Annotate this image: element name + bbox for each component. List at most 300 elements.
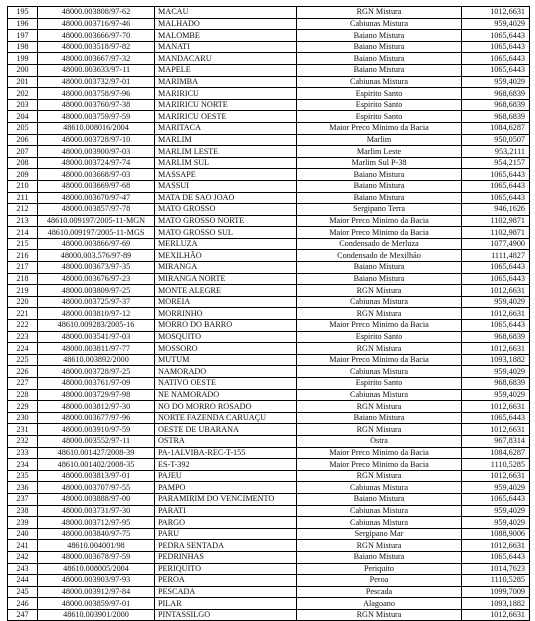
row-number-cell: 233 bbox=[8, 447, 38, 459]
process-number-cell: 48000.003900/97-03 bbox=[38, 146, 155, 158]
oil-type-cell: Baiano Mistura bbox=[297, 41, 462, 53]
table-row bbox=[8, 146, 530, 158]
field-name-cell: MALHADO bbox=[155, 18, 297, 30]
field-name-cell: MARLIM bbox=[155, 134, 297, 146]
process-number-cell: 48000.003667/97-32 bbox=[38, 53, 155, 65]
field-name-cell: MONTE ALEGRE bbox=[155, 285, 297, 297]
table-row bbox=[8, 99, 530, 111]
field-name-cell: MALOMBE bbox=[155, 30, 297, 42]
row-number-cell: 199 bbox=[8, 53, 38, 65]
process-number-cell: 48610.008005/2004 bbox=[38, 563, 155, 575]
field-name-cell: PILAR bbox=[155, 598, 297, 610]
row-number-cell: 201 bbox=[8, 76, 38, 88]
price-value-cell: 959,4029 bbox=[462, 296, 530, 308]
field-name-cell: NORTE FAZENDA CARUAÇU bbox=[155, 412, 297, 424]
process-number-cell: 48000.003759/97-59 bbox=[38, 111, 155, 123]
table-row bbox=[8, 88, 530, 100]
field-name-cell: MATA DE SAO JOAO bbox=[155, 192, 297, 204]
oil-type-cell: Baiano Mistura bbox=[297, 192, 462, 204]
table-row bbox=[8, 366, 530, 378]
price-value-cell: 1065,6443 bbox=[462, 180, 530, 192]
field-name-cell: MARIMBA bbox=[155, 76, 297, 88]
row-number-cell: 204 bbox=[8, 111, 38, 123]
oil-type-cell: Maior Preco Minimo da Bacia bbox=[297, 354, 462, 366]
row-number-cell: 211 bbox=[8, 192, 38, 204]
table-row bbox=[8, 378, 530, 390]
process-number-cell: 48000.003731/97-30 bbox=[38, 505, 155, 517]
table-row bbox=[8, 447, 530, 459]
process-number-cell: 48000.003729/97-98 bbox=[38, 389, 155, 401]
oil-type-cell: Condensado de Mexilhão bbox=[297, 250, 462, 262]
field-name-cell: MERLUZA bbox=[155, 238, 297, 250]
row-number-cell: 216 bbox=[8, 250, 38, 262]
process-number-cell: 48000.003888/97-00 bbox=[38, 493, 155, 505]
row-number-cell: 219 bbox=[8, 285, 38, 297]
field-name-cell: MASSAPE bbox=[155, 169, 297, 181]
table-row bbox=[8, 517, 530, 529]
process-number-cell: 48000.003808/97-62 bbox=[38, 7, 155, 19]
table-row bbox=[8, 493, 530, 505]
row-number-cell: 239 bbox=[8, 517, 38, 529]
process-number-cell: 48000.003910/97-59 bbox=[38, 424, 155, 436]
table-row bbox=[8, 169, 530, 181]
process-number-cell: 48000.003677/97-96 bbox=[38, 412, 155, 424]
oil-type-cell: Espirito Santo bbox=[297, 99, 462, 111]
oil-type-cell: Cabiunas Mistura bbox=[297, 366, 462, 378]
table-row bbox=[8, 609, 530, 621]
field-name-cell: MARIRICU bbox=[155, 88, 297, 100]
row-number-cell: 195 bbox=[8, 7, 38, 19]
table-row bbox=[8, 563, 530, 575]
row-number-cell: 217 bbox=[8, 262, 38, 274]
field-name-cell: PA-1ALVIBA-REC-T-155 bbox=[155, 447, 297, 459]
price-value-cell: 1012,6631 bbox=[462, 343, 530, 355]
row-number-cell: 196 bbox=[8, 18, 38, 30]
field-name-cell: MACAU bbox=[155, 7, 297, 19]
table-row bbox=[8, 111, 530, 123]
table-row bbox=[8, 53, 530, 65]
price-value-cell: 959,4029 bbox=[462, 76, 530, 88]
process-number-cell: 48000.003840/97-75 bbox=[38, 528, 155, 540]
field-name-cell: ES-T-392 bbox=[155, 459, 297, 471]
field-name-cell: PESCADA bbox=[155, 586, 297, 598]
oil-type-cell: Baiano Mistura bbox=[297, 30, 462, 42]
field-name-cell: OESTE DE UBARANA bbox=[155, 424, 297, 436]
process-number-cell: 48000.003724/97-74 bbox=[38, 157, 155, 169]
table-row bbox=[8, 122, 530, 134]
oil-type-cell: Espirito Santo bbox=[297, 378, 462, 390]
oil-type-cell: Sergipano Mar bbox=[297, 528, 462, 540]
oil-type-cell: Baiano Mistura bbox=[297, 551, 462, 563]
oil-type-cell: Espirito Santo bbox=[297, 88, 462, 100]
field-name-cell: PEDRINHAS bbox=[155, 551, 297, 563]
oil-type-cell: Periquito bbox=[297, 563, 462, 575]
oil-type-cell: Baiano Mistura bbox=[297, 180, 462, 192]
oil-type-cell: Baiano Mistura bbox=[297, 53, 462, 65]
table-row bbox=[8, 285, 530, 297]
process-number-cell: 48000.003809/97-25 bbox=[38, 285, 155, 297]
field-name-cell: PINTASSILGO bbox=[155, 609, 297, 621]
process-number-cell: 48610.009197/2005-11-MGN bbox=[38, 215, 155, 227]
table-row bbox=[8, 157, 530, 169]
process-number-cell: 48000.003666/97-70 bbox=[38, 30, 155, 42]
row-number-cell: 198 bbox=[8, 41, 38, 53]
oil-type-cell: Cabiunas Mistura bbox=[297, 482, 462, 494]
oil-type-cell: RGN Mistura bbox=[297, 7, 462, 19]
oil-type-cell: Maior Preco Minimo da Bacia bbox=[297, 447, 462, 459]
row-number-cell: 246 bbox=[8, 598, 38, 610]
table-row bbox=[8, 238, 530, 250]
price-value-cell: 1065,6443 bbox=[462, 192, 530, 204]
process-number-cell: 48000.003707/97-55 bbox=[38, 482, 155, 494]
oil-type-cell: Cabiunas Mistura bbox=[297, 505, 462, 517]
process-number-cell: 48000.003725/97-37 bbox=[38, 296, 155, 308]
row-number-cell: 238 bbox=[8, 505, 38, 517]
oil-type-cell: Marlim bbox=[297, 134, 462, 146]
price-value-cell: 1093,1882 bbox=[462, 598, 530, 610]
price-value-cell: 968,6839 bbox=[462, 331, 530, 343]
row-number-cell: 213 bbox=[8, 215, 38, 227]
process-number-cell: 48000.003760/97-38 bbox=[38, 99, 155, 111]
price-value-cell: 968,6839 bbox=[462, 378, 530, 390]
price-value-cell: 1012,6631 bbox=[462, 470, 530, 482]
row-number-cell: 245 bbox=[8, 586, 38, 598]
table-row bbox=[8, 424, 530, 436]
row-number-cell: 240 bbox=[8, 528, 38, 540]
process-number-cell: 48000.003673/97-35 bbox=[38, 262, 155, 274]
field-name-cell: MOSSORO bbox=[155, 343, 297, 355]
oil-type-cell: Maior Preco Minimo da Bacia bbox=[297, 459, 462, 471]
oil-type-cell: Baiano Mistura bbox=[297, 493, 462, 505]
table-row bbox=[8, 586, 530, 598]
field-name-cell: MIRANGA NORTE bbox=[155, 273, 297, 285]
row-number-cell: 200 bbox=[8, 64, 38, 76]
price-value-cell: 1065,6443 bbox=[462, 169, 530, 181]
oil-type-cell: Cabiunas Mistura bbox=[297, 517, 462, 529]
table-row bbox=[8, 459, 530, 471]
row-number-cell: 207 bbox=[8, 146, 38, 158]
price-value-cell: 953,2111 bbox=[462, 146, 530, 158]
price-value-cell: 1012,6631 bbox=[462, 308, 530, 320]
field-name-cell: MANATI bbox=[155, 41, 297, 53]
table-row bbox=[8, 250, 530, 262]
process-number-cell: 48000.003552/97-11 bbox=[38, 435, 155, 447]
price-value-cell: 950,0507 bbox=[462, 134, 530, 146]
price-value-cell: 959,4029 bbox=[462, 366, 530, 378]
row-number-cell: 241 bbox=[8, 540, 38, 552]
oil-type-cell: Maior Preco Minimo da Bacia bbox=[297, 320, 462, 332]
process-number-cell: 48000.003728/97-25 bbox=[38, 366, 155, 378]
price-value-cell: 1014,7623 bbox=[462, 563, 530, 575]
table-row bbox=[8, 192, 530, 204]
process-number-cell: 48610.008016/2004 bbox=[38, 122, 155, 134]
price-value-cell: 1012,6631 bbox=[462, 540, 530, 552]
process-number-cell: 48610.009283/2005-16 bbox=[38, 320, 155, 332]
process-number-cell: 48610.001427/2008-39 bbox=[38, 447, 155, 459]
row-number-cell: 243 bbox=[8, 563, 38, 575]
oil-type-cell: Condensado de Merluza bbox=[297, 238, 462, 250]
table-row bbox=[8, 401, 530, 413]
table-row bbox=[8, 308, 530, 320]
field-name-cell: MEXILHÃO bbox=[155, 250, 297, 262]
process-number-cell: 48000.003813/97-01 bbox=[38, 470, 155, 482]
field-name-cell: MOREIA bbox=[155, 296, 297, 308]
oil-type-cell: RGN Mistura bbox=[297, 540, 462, 552]
row-number-cell: 226 bbox=[8, 366, 38, 378]
price-value-cell: 954,2157 bbox=[462, 157, 530, 169]
process-number-cell: 48000.003670/97-47 bbox=[38, 192, 155, 204]
oil-type-cell: Cabiunas Mistura bbox=[297, 18, 462, 30]
oil-type-cell: Peroa bbox=[297, 575, 462, 587]
process-number-cell: 48610.009197/2005-11-MGS bbox=[38, 227, 155, 239]
process-number-cell: 48000.003633/97-11 bbox=[38, 64, 155, 76]
field-name-cell: MARIRICU OESTE bbox=[155, 111, 297, 123]
table-row bbox=[8, 482, 530, 494]
oil-type-cell: Marlim Leste bbox=[297, 146, 462, 158]
table-row bbox=[8, 470, 530, 482]
process-number-cell: 48000.003810/97-12 bbox=[38, 308, 155, 320]
row-number-cell: 232 bbox=[8, 435, 38, 447]
row-number-cell: 210 bbox=[8, 180, 38, 192]
price-value-cell: 967,8314 bbox=[462, 435, 530, 447]
row-number-cell: 223 bbox=[8, 331, 38, 343]
process-number-cell: 48000.003812/97-30 bbox=[38, 401, 155, 413]
row-number-cell: 225 bbox=[8, 354, 38, 366]
process-number-cell: 48000.003866/97-69 bbox=[38, 238, 155, 250]
table-row bbox=[8, 331, 530, 343]
row-number-cell: 212 bbox=[8, 204, 38, 216]
field-name-cell: MAPELE bbox=[155, 64, 297, 76]
field-name-cell: MARIRICU NORTE bbox=[155, 99, 297, 111]
table-row bbox=[8, 64, 530, 76]
oil-type-cell: Baiano Mistura bbox=[297, 412, 462, 424]
field-name-cell: MORRINHO bbox=[155, 308, 297, 320]
field-name-cell: PARAMIRIM DO VENCIMENTO bbox=[155, 493, 297, 505]
table-row bbox=[8, 528, 530, 540]
oil-type-cell: RGN Mistura bbox=[297, 609, 462, 621]
oil-type-cell: Maior Preco Minimo da Bacia bbox=[297, 227, 462, 239]
price-value-cell: 1065,6443 bbox=[462, 41, 530, 53]
process-number-cell: 48000.003903/97-93 bbox=[38, 575, 155, 587]
process-number-cell: 48000.003676/97-23 bbox=[38, 273, 155, 285]
document-page bbox=[7, 6, 529, 621]
oil-type-cell: Cabiunas Mistura bbox=[297, 296, 462, 308]
oil-field-price-table bbox=[7, 6, 530, 621]
field-name-cell: MATO GROSSO NORTE bbox=[155, 215, 297, 227]
field-name-cell: MARLIM LESTE bbox=[155, 146, 297, 158]
price-value-cell: 1088,9006 bbox=[462, 528, 530, 540]
price-value-cell: 968,6839 bbox=[462, 111, 530, 123]
field-name-cell: MORRO DO BARRO bbox=[155, 320, 297, 332]
row-number-cell: 228 bbox=[8, 389, 38, 401]
price-value-cell: 946,1626 bbox=[462, 204, 530, 216]
table-row bbox=[8, 296, 530, 308]
price-value-cell: 1077,4900 bbox=[462, 238, 530, 250]
process-number-cell: 48000.003811/97-77 bbox=[38, 343, 155, 355]
table-row bbox=[8, 18, 530, 30]
row-number-cell: 221 bbox=[8, 308, 38, 320]
price-value-cell: 1065,6443 bbox=[462, 320, 530, 332]
table-row bbox=[8, 354, 530, 366]
price-value-cell: 1084,6287 bbox=[462, 122, 530, 134]
oil-type-cell: RGN Mistura bbox=[297, 424, 462, 436]
price-value-cell: 1102,9871 bbox=[462, 215, 530, 227]
process-number-cell: 48000.003912/97-84 bbox=[38, 586, 155, 598]
row-number-cell: 197 bbox=[8, 30, 38, 42]
table-row bbox=[8, 227, 530, 239]
table-row bbox=[8, 435, 530, 447]
row-number-cell: 220 bbox=[8, 296, 38, 308]
price-value-cell: 1065,6443 bbox=[462, 30, 530, 42]
price-value-cell: 1012,6631 bbox=[462, 609, 530, 621]
row-number-cell: 205 bbox=[8, 122, 38, 134]
table-row bbox=[8, 204, 530, 216]
oil-type-cell: Baiano Mistura bbox=[297, 64, 462, 76]
table-row bbox=[8, 540, 530, 552]
field-name-cell: MASSUI bbox=[155, 180, 297, 192]
process-number-cell: 48000.003859/97-01 bbox=[38, 598, 155, 610]
oil-type-cell: Espirito Santo bbox=[297, 111, 462, 123]
row-number-cell: 208 bbox=[8, 157, 38, 169]
row-number-cell: 218 bbox=[8, 273, 38, 285]
row-number-cell: 203 bbox=[8, 99, 38, 111]
row-number-cell: 202 bbox=[8, 88, 38, 100]
price-value-cell: 1065,6443 bbox=[462, 551, 530, 563]
price-value-cell: 1012,6631 bbox=[462, 401, 530, 413]
price-value-cell: 1065,6443 bbox=[462, 273, 530, 285]
price-value-cell: 1110,5285 bbox=[462, 459, 530, 471]
price-value-cell: 1111,4827 bbox=[462, 250, 530, 262]
row-number-cell: 234 bbox=[8, 459, 38, 471]
process-number-cell: 48610.003892/2000 bbox=[38, 354, 155, 366]
table-row bbox=[8, 76, 530, 88]
field-name-cell: OSTRA bbox=[155, 435, 297, 447]
oil-type-cell: Baiano Mistura bbox=[297, 169, 462, 181]
row-number-cell: 227 bbox=[8, 378, 38, 390]
field-name-cell: NE NAMORADO bbox=[155, 389, 297, 401]
row-number-cell: 229 bbox=[8, 401, 38, 413]
price-value-cell: 1065,6443 bbox=[462, 412, 530, 424]
field-name-cell: MATO GROSSO bbox=[155, 204, 297, 216]
price-value-cell: 959,4029 bbox=[462, 389, 530, 401]
process-number-cell: 48000.003716/97-46 bbox=[38, 18, 155, 30]
oil-type-cell: Maior Preco Minimo da Bacia bbox=[297, 122, 462, 134]
oil-type-cell: Maior Preco Minimo da Bacia bbox=[297, 215, 462, 227]
price-value-cell: 1110,5285 bbox=[462, 575, 530, 587]
row-number-cell: 206 bbox=[8, 134, 38, 146]
process-number-cell: 48610.003901/2000 bbox=[38, 609, 155, 621]
table-row bbox=[8, 41, 530, 53]
table-row bbox=[8, 575, 530, 587]
process-number-cell: 48000.003758/97-96 bbox=[38, 88, 155, 100]
row-number-cell: 237 bbox=[8, 493, 38, 505]
price-value-cell: 1099,7009 bbox=[462, 586, 530, 598]
field-name-cell: PEDRA SENTADA bbox=[155, 540, 297, 552]
table-body bbox=[8, 7, 530, 621]
field-name-cell: PERIQUITO bbox=[155, 563, 297, 575]
oil-type-cell: RGN Mistura bbox=[297, 285, 462, 297]
oil-type-cell: Pescada bbox=[297, 586, 462, 598]
oil-type-cell: RGN Mistura bbox=[297, 401, 462, 413]
table-row bbox=[8, 551, 530, 563]
oil-type-cell: Cabiunas Mistura bbox=[297, 389, 462, 401]
price-value-cell: 1065,6443 bbox=[462, 262, 530, 274]
price-value-cell: 959,4029 bbox=[462, 482, 530, 494]
field-name-cell: PAJEU bbox=[155, 470, 297, 482]
field-name-cell: MATO GROSSO SUL bbox=[155, 227, 297, 239]
oil-type-cell: Alagoano bbox=[297, 598, 462, 610]
table-row bbox=[8, 262, 530, 274]
price-value-cell: 1012,6631 bbox=[462, 424, 530, 436]
field-name-cell: PEROA bbox=[155, 575, 297, 587]
field-name-cell: PAMPO bbox=[155, 482, 297, 494]
field-name-cell: MUTUM bbox=[155, 354, 297, 366]
row-number-cell: 230 bbox=[8, 412, 38, 424]
oil-type-cell: Cabiunas Mistura bbox=[297, 76, 462, 88]
process-number-cell: 48000.003541/97-03 bbox=[38, 331, 155, 343]
process-number-cell: 48000.003669/97-68 bbox=[38, 180, 155, 192]
field-name-cell: MANDACARU bbox=[155, 53, 297, 65]
field-name-cell: NAMORADO bbox=[155, 366, 297, 378]
oil-type-cell: RGN Mistura bbox=[297, 308, 462, 320]
row-number-cell: 244 bbox=[8, 575, 38, 587]
table-row bbox=[8, 180, 530, 192]
process-number-cell: 48000.003712/97-95 bbox=[38, 517, 155, 529]
price-value-cell: 1012,6631 bbox=[462, 7, 530, 19]
price-value-cell: 968,6839 bbox=[462, 88, 530, 100]
table-row bbox=[8, 389, 530, 401]
table-row bbox=[8, 134, 530, 146]
process-number-cell: 48000.003857/97-78 bbox=[38, 204, 155, 216]
field-name-cell: MOSQUITO bbox=[155, 331, 297, 343]
price-value-cell: 1093,1882 bbox=[462, 354, 530, 366]
field-name-cell: PARGO bbox=[155, 517, 297, 529]
oil-type-cell: Espirito Santo bbox=[297, 331, 462, 343]
row-number-cell: 235 bbox=[8, 470, 38, 482]
process-number-cell: 48000.003678/97-59 bbox=[38, 551, 155, 563]
table-row bbox=[8, 343, 530, 355]
process-number-cell: 48000.003518/97-82 bbox=[38, 41, 155, 53]
price-value-cell: 959,4029 bbox=[462, 517, 530, 529]
row-number-cell: 215 bbox=[8, 238, 38, 250]
price-value-cell: 968,6839 bbox=[462, 99, 530, 111]
table-row bbox=[8, 320, 530, 332]
field-name-cell: NATIVO OESTE bbox=[155, 378, 297, 390]
oil-type-cell: Marlim Sul P-38 bbox=[297, 157, 462, 169]
price-value-cell: 1065,6443 bbox=[462, 53, 530, 65]
field-name-cell: MARLIM SUL bbox=[155, 157, 297, 169]
field-name-cell: PARATI bbox=[155, 505, 297, 517]
process-number-cell: 48610.001402/2008-35 bbox=[38, 459, 155, 471]
table-row bbox=[8, 412, 530, 424]
table-row bbox=[8, 7, 530, 19]
price-value-cell: 1012,6631 bbox=[462, 285, 530, 297]
oil-type-cell: Ostra bbox=[297, 435, 462, 447]
price-value-cell: 959,4029 bbox=[462, 505, 530, 517]
table-row bbox=[8, 505, 530, 517]
oil-type-cell: RGN Mistura bbox=[297, 470, 462, 482]
field-name-cell: MARITACA bbox=[155, 122, 297, 134]
process-number-cell: 48000.003.576/97-89 bbox=[38, 250, 155, 262]
row-number-cell: 236 bbox=[8, 482, 38, 494]
row-number-cell: 247 bbox=[8, 609, 38, 621]
oil-type-cell: Baiano Mistura bbox=[297, 273, 462, 285]
row-number-cell: 222 bbox=[8, 320, 38, 332]
field-name-cell: PARU bbox=[155, 528, 297, 540]
row-number-cell: 209 bbox=[8, 169, 38, 181]
table-row bbox=[8, 30, 530, 42]
price-value-cell: 1084,6287 bbox=[462, 447, 530, 459]
